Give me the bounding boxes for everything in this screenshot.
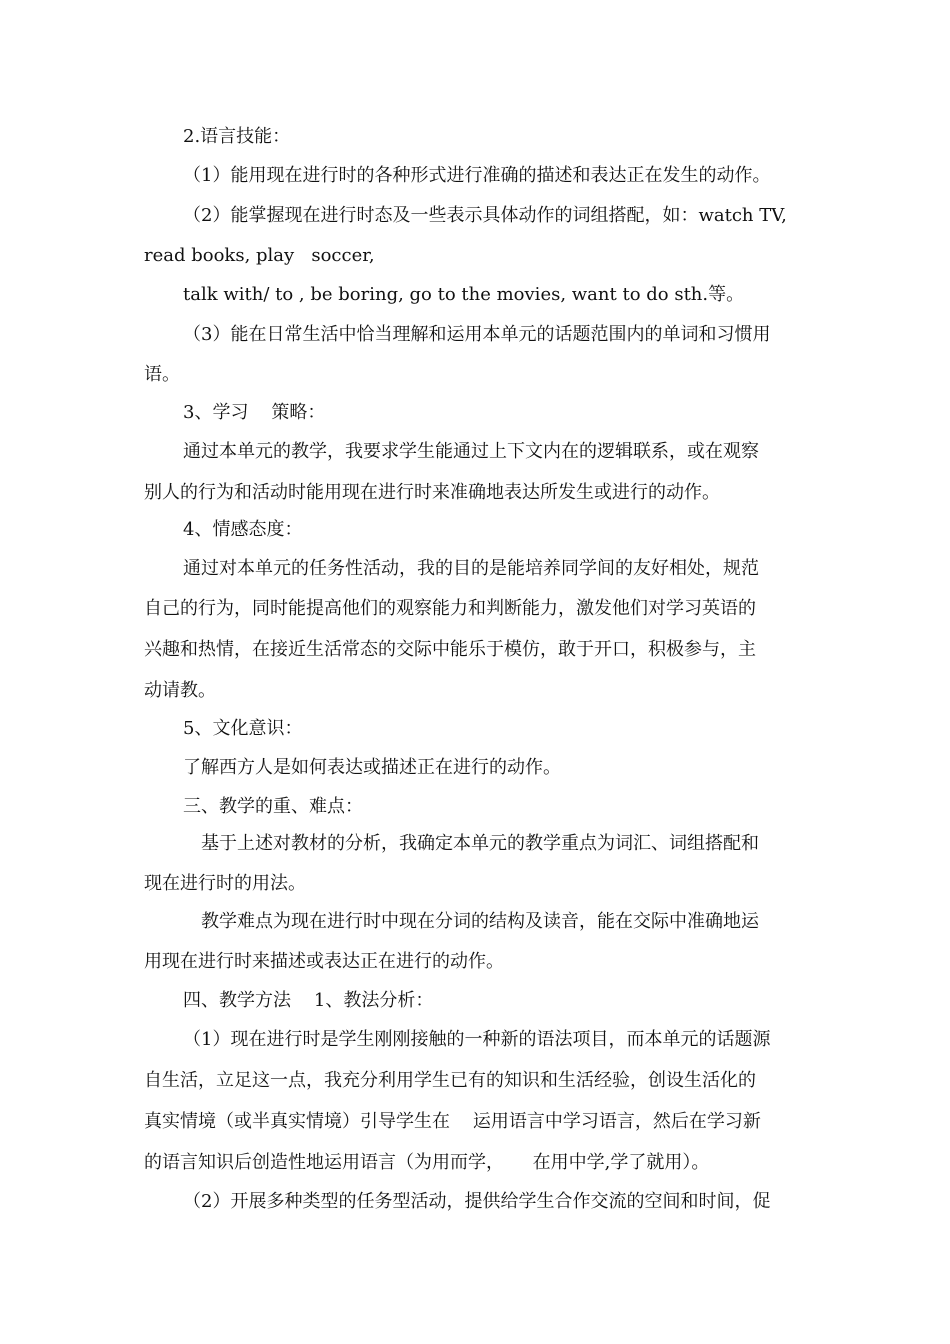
paragraph-line: talk with/ to , be boring, go to the movies, want to do sth.等。 [183, 284, 745, 305]
paragraph-line: 语。 [144, 364, 180, 385]
paragraph-line: 兴趣和热情，在接近生活常态的交际中能乐于模仿，敢于开口，积极参与，主 [144, 639, 756, 660]
paragraph-line: 自己的行为，同时能提高他们的观察能力和判断能力，激发他们对学习英语的 [144, 598, 756, 619]
paragraph-line: （2）能掌握现在进行时态及一些表示具体动作的词组搭配，如：watch TV, [183, 205, 787, 226]
section-heading: 四、教学方法 1、教法分析： [183, 990, 434, 1011]
paragraph-line: 动请教。 [144, 680, 216, 701]
paragraph-line: 现在进行时的用法。 [144, 873, 306, 894]
paragraph-line: 真实情境（或半真实情境）引导学生在 运用语言中学习语言，然后在学习新 [144, 1111, 761, 1132]
paragraph-line: read books, play soccer, [144, 245, 375, 266]
paragraph-line: 基于上述对教材的分析，我确定本单元的教学重点为词汇、词组搭配和 [201, 833, 759, 854]
paragraph-line: 别人的行为和活动时能用现在进行时来准确地表达所发生或进行的动作。 [144, 482, 720, 503]
paragraph-line: 通过本单元的教学，我要求学生能通过上下文内在的逻辑联系，或在观察 [183, 441, 759, 462]
section-heading: 5、文化意识： [183, 718, 303, 739]
paragraph-line: （1）现在进行时是学生刚刚接触的一种新的语法项目，而本单元的话题源 [183, 1029, 771, 1050]
section-heading: 3、学习 策略： [183, 402, 326, 423]
paragraph-line: 了解西方人是如何表达或描述正在进行的动作。 [183, 757, 561, 778]
paragraph-line: 自生活，立足这一点，我充分利用学生已有的知识和生活经验，创设生活化的 [144, 1070, 756, 1091]
paragraph-line: 教学难点为现在进行时中现在分词的结构及读音，能在交际中准确地运 [201, 911, 759, 932]
paragraph-line: （1）能用现在进行时的各种形式进行准确的描述和表达正在发生的动作。 [183, 165, 771, 186]
section-heading: 2.语言技能： [183, 126, 291, 147]
paragraph-line: （3）能在日常生活中恰当理解和运用本单元的话题范围内的单词和习惯用 [183, 324, 771, 345]
section-heading: 4、情感态度： [183, 519, 303, 540]
paragraph-line: 的语言知识后创造性地运用语言（为用而学， 在用中学,学了就用）。 [144, 1152, 710, 1173]
paragraph-line: 通过对本单元的任务性活动，我的目的是能培养同学间的友好相处，规范 [183, 558, 759, 579]
paragraph-line: 用现在进行时来描述或表达正在进行的动作。 [144, 951, 504, 972]
paragraph-line: （2）开展多种类型的任务型活动，提供给学生合作交流的空间和时间，促 [183, 1191, 771, 1212]
section-heading: 三、教学的重、难点： [183, 796, 363, 817]
